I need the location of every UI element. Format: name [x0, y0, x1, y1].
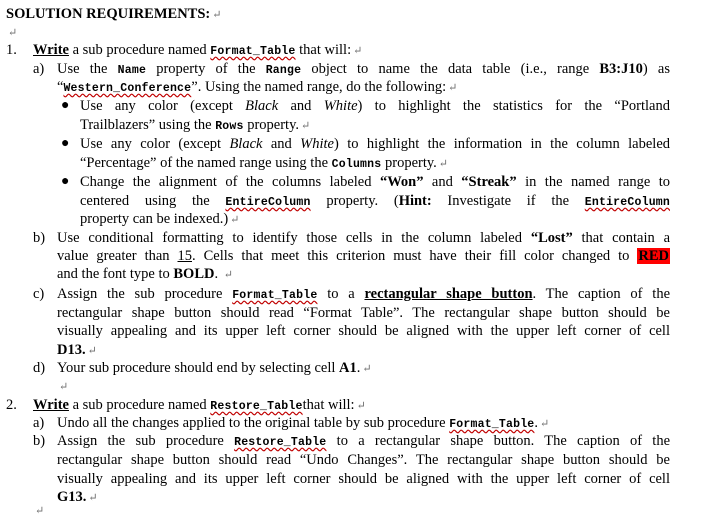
text-run: that contain a	[572, 230, 671, 246]
bullet-3-line-2	[80, 192, 670, 210]
item-1c-label: c)	[33, 286, 45, 302]
bullet-1-line-2	[80, 116, 310, 134]
text-run: and	[278, 98, 324, 114]
text-run: centered using the	[80, 193, 226, 209]
range-address: B3:J10	[599, 61, 643, 77]
text-run: to a rectangular shape button. The caption of the	[326, 433, 670, 449]
text-run: .	[356, 360, 361, 376]
item-2-text-end: that will:	[302, 397, 355, 413]
item-2a-line-1	[57, 414, 549, 432]
text-run: D13.	[57, 342, 86, 358]
text-run: ”. Using the named range, do the following:	[191, 79, 447, 95]
format-table-code: Format_Table	[210, 45, 296, 58]
text-run: Use any color (except	[80, 136, 230, 152]
text-run: ) to highlight the information in the column labeled	[334, 136, 671, 152]
text-run: 15	[177, 248, 192, 264]
text-run: Use any color (except	[80, 98, 246, 114]
paragraph-mark: ↵	[362, 363, 372, 375]
write-keyword: Write	[33, 397, 69, 413]
text-run: “Streak”	[461, 174, 517, 190]
text-run: and	[262, 136, 301, 152]
item-1b-line-1	[57, 229, 670, 247]
item-1a-label: a)	[33, 61, 45, 77]
blank-paragraph	[6, 23, 17, 41]
item-2-number: 2.	[6, 397, 17, 413]
bullet-icon: ●	[61, 98, 70, 113]
text-run: ) as	[642, 61, 670, 77]
text-run: Assign the sub procedure	[57, 433, 235, 449]
format-table-code: Format_Table	[232, 289, 318, 302]
item-1c-line-3: visually appealing and its upper left corner should be aligned with the upper left corner of cell	[57, 323, 670, 339]
bullet-icon: ●	[61, 174, 70, 189]
text-run: “	[57, 79, 64, 95]
text-run: “Lost”	[530, 230, 573, 246]
text-run: Black	[245, 98, 279, 114]
item-1-title	[33, 41, 362, 59]
item-1c-line-1	[57, 285, 670, 303]
columns-code: Columns	[331, 158, 382, 171]
paragraph-mark: ↵	[223, 269, 233, 281]
bullet-3-line-1	[80, 173, 670, 191]
bullet-icon: ●	[61, 136, 70, 151]
bullet-3-line-3	[80, 210, 239, 228]
text-run: “Won”	[379, 174, 424, 190]
text-run: White	[300, 136, 334, 152]
text-run: Use conditional formatting to identify those cells in the column labeled	[57, 230, 531, 246]
text-run: rectangular shape button	[364, 286, 533, 302]
item-1b-label: b)	[33, 230, 46, 246]
rows-code: Rows	[215, 120, 244, 133]
paragraph-mark: ↵	[230, 214, 240, 226]
text-run: property.	[381, 155, 437, 171]
paragraph-mark: ↵	[8, 27, 18, 39]
item-2b-line-3: visually appealing and its upper left corner should be aligned with the upper left corner of cell	[57, 471, 670, 487]
item-1a-line-1	[57, 60, 670, 78]
text-run: Change the alignment of the columns labeled	[80, 174, 380, 190]
item-1-text: a sub procedure named	[68, 42, 211, 58]
range-code: Range	[265, 64, 302, 77]
section-heading	[6, 5, 221, 23]
text-run: BOLD	[173, 266, 215, 282]
name-code: Name	[117, 64, 147, 77]
red-highlight: RED	[638, 248, 669, 264]
item-2b-line-2: rectangular shape button should read “Undo Changes”. The rectangular shape button should be	[57, 452, 670, 468]
item-2a-label: a)	[33, 415, 45, 431]
restore-table-code: Restore_Table	[210, 400, 303, 413]
text-run: . Cells that meet this criterion must have their fill color changed to	[192, 248, 638, 264]
text-run: property can be indexed.)	[80, 211, 229, 227]
text-run: property of the	[146, 61, 266, 77]
text-run: .	[534, 415, 539, 431]
text-run: Investigate if the	[431, 193, 585, 209]
paragraph-mark: ↵	[35, 505, 45, 517]
text-run: “Percentage” of the named range using the	[80, 155, 332, 171]
item-1-number: 1.	[6, 42, 17, 58]
paragraph-mark: ↵	[88, 492, 98, 504]
blank-paragraph	[57, 377, 68, 395]
text-run: in the named range to	[516, 174, 670, 190]
bullet-2-line-2	[80, 154, 448, 172]
item-1c-line-2: rectangular shape button should read “Format Table”. The rectangular shape button should be	[57, 305, 670, 321]
text-run: .	[214, 266, 222, 282]
text-run: and	[423, 174, 462, 190]
text-run: A1	[339, 360, 357, 376]
heading-text: SOLUTION REQUIREMENTS:	[6, 6, 211, 22]
text-run: ) to highlight the statistics for the “Portland	[357, 98, 670, 114]
bullet-2-line-1	[80, 135, 670, 153]
text-run: G13.	[57, 489, 87, 505]
text-run: White	[323, 98, 358, 114]
text-run: Hint:	[398, 193, 432, 209]
text-run: Black	[229, 136, 263, 152]
item-1d-line-1	[57, 359, 372, 377]
item-2-text: a sub procedure named	[68, 397, 211, 413]
text-run: Undo all the changes applied to the original table by sub procedure	[57, 415, 450, 431]
restore-table-code: Restore_Table	[234, 436, 327, 449]
text-run: object to name the data table (i.e., range	[301, 61, 600, 77]
item-1b-line-3	[57, 265, 233, 283]
entirecolumn-code: EntireColumn	[225, 196, 311, 209]
text-run: and the font type to	[57, 266, 174, 282]
text-run: value greater than	[57, 248, 178, 264]
paragraph-mark: ↵	[448, 82, 458, 94]
item-2b-line-4	[57, 488, 98, 506]
paragraph-mark: ↵	[59, 381, 69, 393]
item-1a-line-2	[57, 78, 457, 96]
paragraph-mark: ↵	[212, 9, 222, 21]
item-1-text-end: that will:	[295, 42, 352, 58]
text-run: . The caption of the	[532, 286, 671, 302]
text-run: property.	[243, 117, 300, 133]
paragraph-mark: ↵	[301, 120, 311, 132]
text-run: Use the	[57, 61, 118, 77]
item-2-title	[33, 396, 366, 414]
paragraph-mark: ↵	[438, 158, 449, 170]
paragraph-mark: ↵	[356, 400, 366, 412]
bullet-1-line-1	[80, 97, 670, 115]
paragraph-mark: ↵	[353, 45, 363, 57]
blank-paragraph	[33, 504, 44, 516]
item-1d-label: d)	[33, 360, 46, 376]
format-table-code: Format_Table	[449, 418, 535, 431]
write-keyword: Write	[33, 42, 69, 58]
text-run: to a	[317, 286, 365, 302]
paragraph-mark: ↵	[87, 345, 97, 357]
item-1c-line-4	[57, 341, 97, 359]
item-2b-line-1	[57, 432, 670, 450]
item-1b-line-2	[57, 247, 670, 265]
entirecolumn-code: EntireColumn	[584, 196, 670, 209]
text-run: Trailblazers” using the	[80, 117, 216, 133]
text-run: Your sub procedure should end by selecting cell	[57, 360, 340, 376]
text-run: property. (	[310, 193, 399, 209]
item-2b-label: b)	[33, 433, 46, 449]
paragraph-mark: ↵	[540, 418, 550, 430]
text-run: Assign the sub procedure	[57, 286, 233, 302]
western-conference-code: Western_Conference	[63, 82, 192, 95]
